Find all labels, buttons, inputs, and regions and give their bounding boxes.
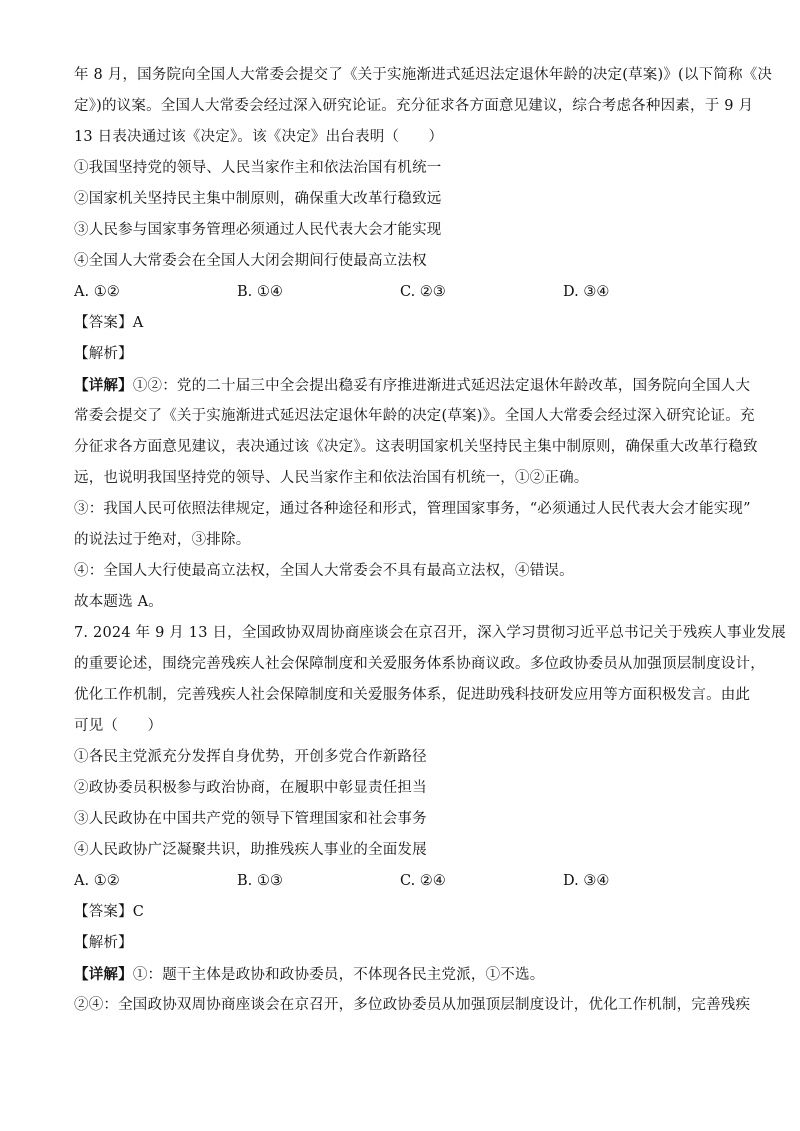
q6-detail-line: 的说法过于绝对，③排除。 (74, 532, 251, 548)
q7-answer: 【答案】C (74, 904, 145, 920)
q6-detail-line: ③：我国人民可依照法律规定，通过各种途径和形式，管理国家事务，“必须通过人民代表大会才能实现” (74, 501, 751, 517)
q6-detail-line (74, 370, 751, 401)
q6-stem-line: 年 8 月，国务院向全国人大常委会提交了《关于实施渐进式延迟法定退休年龄的决定(草案)》(以下简称《决 (74, 67, 773, 83)
q6-detail-line: 常委会提交了《关于实施渐进式延迟法定退休年龄的决定(草案)》。全国人大常委会经过深入研究论证。充 (74, 408, 755, 424)
q6-option-d: D. ③④ (563, 284, 610, 300)
q7-option-b: B. ①③ (237, 873, 283, 889)
q6-statement-2: ②国家机关坚持民主集中制原则，确保重大改革行稳致远 (74, 191, 442, 207)
q6-option-c: C. ②③ (400, 284, 446, 300)
q6-stem-line: 定》)的议案。全国人大常委会经过深入研究论证。充分征求各方面意见建议，综合考虑各种因素，于 9 月 (74, 98, 754, 114)
q7-options (74, 866, 738, 897)
q7-stem-line: 的重要论述，围绕完善残疾人社会保障制度和关爱服务体系协商议政。多位政协委员从加强顶层制度设计， (74, 656, 765, 672)
q7-statement-1: ①各民主党派充分发挥自身优势，开创多党合作新路径 (74, 749, 427, 765)
q6-conclusion: 故本题选 A。 (74, 594, 163, 610)
q6-answer: 【答案】A (74, 315, 144, 331)
q7-detail-line: ②④：全国政协双周协商座谈会在京召开，多位政协委员从加强顶层制度设计，优化工作机制，完善残疾 (74, 997, 751, 1013)
document-page (74, 60, 786, 1021)
q6-detail-text: ①②：党的二十届三中全会提出稳妥有序推进渐进式延迟法定退休年龄改革，国务院向全国人大 (132, 378, 751, 394)
q6-detail-line: 分征求各方面意见建议，表决通过该《决定》。这表明国家机关坚持民主集中制原则，确保重大改革行稳致 (74, 439, 758, 455)
q6-option-b: B. ①④ (237, 284, 283, 300)
q7-detail-text: ①：题干主体是政协和政协委员，不体现各民主党派，①不选。 (132, 967, 545, 983)
q7-option-c: C. ②④ (400, 873, 446, 889)
q7-option-a: A. ①② (74, 873, 120, 889)
q6-statement-1: ①我国坚持党的领导、人民当家作主和依法治国有机统一 (74, 160, 442, 176)
q6-detail-line: ④：全国人大行使最高立法权，全国人大常委会不具有最高立法权，④错误。 (74, 563, 574, 579)
q7-option-d: D. ③④ (563, 873, 610, 889)
q6-option-a: A. ①② (74, 284, 120, 300)
q7-analysis-label: 【解析】 (74, 935, 133, 951)
q6-detail-line: 远，也说明我国坚持党的领导、人民当家作主和依法治国有机统一，①②正确。 (74, 470, 589, 486)
q7-stem-line: 优化工作机制，完善残疾人社会保障制度和关爱服务体系，促进助残科技研发应用等方面积极发言。由此 (74, 687, 751, 703)
q6-options (74, 277, 738, 308)
q6-detail-lead: 【详解】 (74, 377, 133, 394)
q7-detail-lead: 【详解】 (74, 966, 133, 983)
q7-stem-line: 可见（ ） (74, 718, 163, 734)
q7-statement-4: ④人民政协广泛凝聚共识，助推残疾人事业的全面发展 (74, 842, 427, 858)
q6-statement-3: ③人民参与国家事务管理必须通过人民代表大会才能实现 (74, 222, 442, 238)
q7-stem-line: 7. 2024 年 9 月 13 日，全国政协双周协商座谈会在京召开，深入学习贯彻习近平总书记关于残疾人事业发展 (74, 625, 786, 641)
q7-detail-line (74, 959, 738, 990)
q6-statement-4: ④全国人大常委会在全国人大闭会期间行使最高立法权 (74, 253, 427, 269)
q7-statement-3: ③人民政协在中国共产党的领导下管理国家和社会事务 (74, 811, 427, 827)
q6-stem-line: 13 日表决通过该《决定》。该《决定》出台表明（ ） (74, 129, 444, 145)
q6-analysis-label: 【解析】 (74, 346, 133, 362)
q7-statement-2: ②政协委员积极参与政治协商，在履职中彰显责任担当 (74, 780, 427, 796)
